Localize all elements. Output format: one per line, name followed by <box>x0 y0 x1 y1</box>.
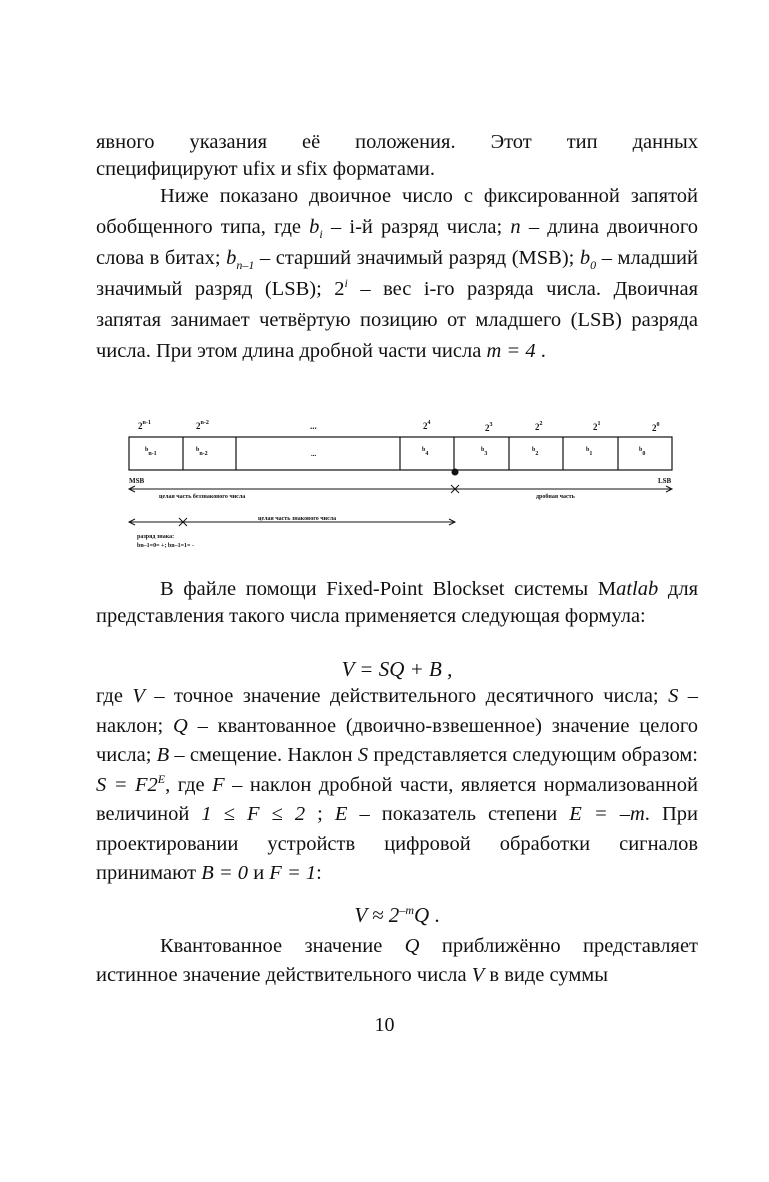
formula-v-sq-b: V = SQ + B , <box>341 657 453 681</box>
weight-ellipsis: ... <box>310 421 317 431</box>
unsigned-int-label: целая часть беззнакового числа <box>159 494 246 500</box>
cell-b-4: b4 <box>422 447 429 457</box>
cell-b-2: b2 <box>532 447 539 457</box>
weight-3: $2^3$ <box>485 422 493 433</box>
range-arrows <box>129 485 672 526</box>
sign-bit-rule: bn–1=0= +; bn–1=1= - <box>137 543 194 549</box>
cell-b-0: b0 <box>639 447 646 457</box>
paragraph-bit-definitions: Ниже показано двоичное число с фиксированной запятой обобщенного типа, где $b_i - i-й$ разряд числа; n – длина двоичного слова в битах; $b_{n-1}$ – старший значимый разряд (MSB); $b_0$ – младший значимый разряд (LSB); 2$^i$ – вес i-го разряда числа. Двоичная запятая занимает четвёртую позицию от младшего (LSB) разряда числа. При этом длина дробной части числа m = 4 . <box>96 185 699 362</box>
page-number: 10 <box>374 1014 395 1036</box>
paragraph-formula-terms: где V – точное значение действительного десятичного числа; S – наклон; Q – квантованное (двоично-взвешенное) значение целого числа; B – смещение. Наклон S представляется следующим образом: $S = F2^E$, где F – наклон дробной части, является нормализованной величиной 1 ≤ F ≤ 2 ; E – показатель степени E = –m. При проектировании устройств цифровой обработки сигналов принимают B = 0 и F = 1: <box>96 685 698 884</box>
cell-ellipsis: ... <box>311 450 317 458</box>
cell-b-3: b3 <box>481 447 488 457</box>
cell-b-n-2: bn-2 <box>196 447 208 457</box>
formula-v-approx: $V \approx 2^{-m}Q$ . <box>354 903 440 927</box>
signed-int-label: целая часть знакового числа <box>258 516 337 522</box>
cell-b-n-1: bn-1 <box>145 447 157 457</box>
weight-n-1: 2$^{n-1}$ <box>138 420 151 431</box>
paragraph-quantized-value: Квантованное значение Q приближённо представляет истинное значение действительного числа V в виде суммы <box>96 935 698 986</box>
fraction-label: дробная часть <box>536 494 575 500</box>
msb-label: MSB <box>129 477 145 485</box>
weight-1: $2^1$ <box>593 421 601 432</box>
top-line-2: специфицируют ufix и sfix форматами. <box>96 157 436 180</box>
fixed-point-word-diagram <box>96 412 698 562</box>
cell-b-1: b1 <box>586 447 593 457</box>
weight-n-2: 2$^{n-2}$ <box>196 420 209 431</box>
weight-4: $2^4$ <box>423 420 431 431</box>
sign-bit-label: разряд знака: <box>137 534 175 540</box>
weight-2: $2^2$ <box>535 421 543 432</box>
weight-0: $2^0$ <box>652 422 660 433</box>
lsb-label: LSB <box>658 477 672 485</box>
top-fragment <box>96 129 698 182</box>
binary-point-marker <box>452 469 459 476</box>
top-line-1: явного указания её положения. Этот тип данных <box>96 131 699 153</box>
paragraph-matlab-intro: В файле помощи Fixed-Point Blockset системы Matlab для представления такого числа применяется следующая формула: <box>96 578 698 627</box>
